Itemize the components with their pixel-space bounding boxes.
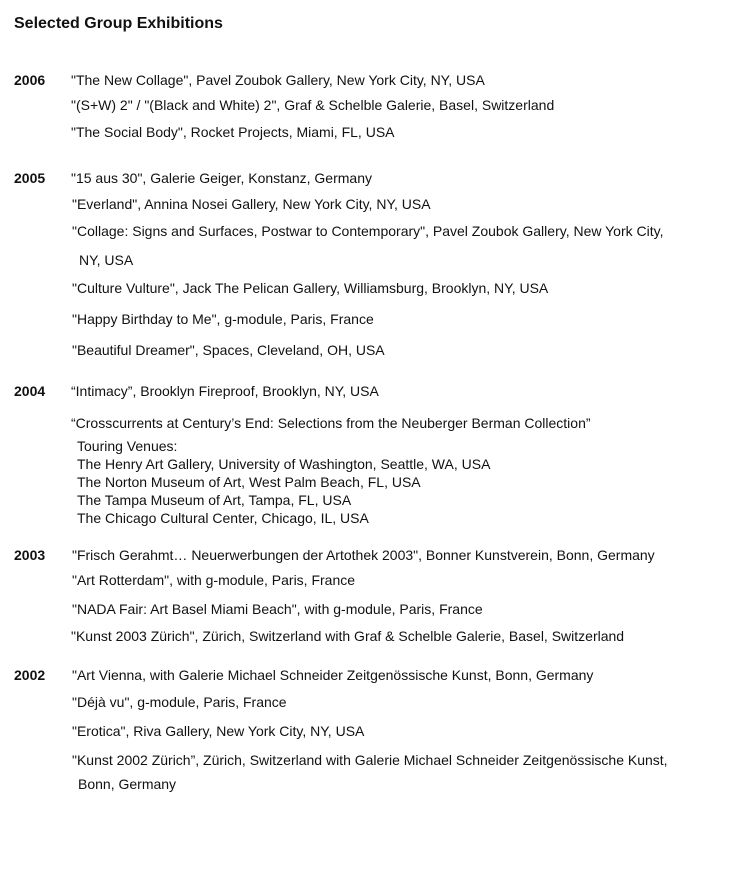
exhibition-entry: "Collage: Signs and Surfaces, Postwar to Contemporary", Pavel Zoubok Gallery, New York City, [72,223,664,239]
year-heading-2005: 2005 [14,170,46,186]
exhibition-entry: "Kunst 2002 Zürich”, Zürich, Switzerland with Galerie Michael Schneider Zeitgenössische Kunst, [72,752,668,768]
exhibition-entry: "NADA Fair: Art Basel Miami Beach", with g-module, Paris, France [72,601,483,617]
exhibition-entry: "Kunst 2003 Zürich", Zürich, Switzerland with Graf & Schelble Galerie, Basel, Switzerland [71,628,625,644]
touring-venue: The Henry Art Gallery, University of Washington, Seattle, WA, USA [77,456,491,472]
exhibition-entry: "(S+W) 2" / "(Black and White) 2", Graf & Schelble Galerie, Basel, Switzerland [71,97,555,113]
year-heading-2006: 2006 [14,72,46,88]
page-title: Selected Group Exhibitions [14,15,223,32]
exhibition-entry: "Erotica", Riva Gallery, New York City, NY, USA [72,723,365,739]
exhibition-entry: "Happy Birthday to Me", g-module, Paris, France [72,311,374,327]
exhibition-entry: “Intimacy”, Brooklyn Fireproof, Brooklyn, NY, USA [71,383,379,399]
year-heading-2003: 2003 [14,547,46,563]
exhibition-entry: "Art Vienna, with Galerie Michael Schneider Zeitgenössische Kunst, Bonn, Germany [72,667,594,683]
exhibition-entry-continued: NY, USA [79,252,134,268]
touring-venue: The Tampa Museum of Art, Tampa, FL, USA [77,492,352,508]
touring-venues-label: Touring Venues: [77,438,178,454]
exhibition-entry: "The Social Body", Rocket Projects, Miami, FL, USA [71,124,395,140]
exhibition-entry: "Everland", Annina Nosei Gallery, New York City, NY, USA [72,196,431,212]
exhibition-entry: “Crosscurrents at Century’s End: Selections from the Neuberger Berman Collection” [71,415,591,431]
touring-venue: The Chicago Cultural Center, Chicago, IL, USA [77,510,369,526]
exhibition-entry: "Beautiful Dreamer", Spaces, Cleveland, OH, USA [72,342,385,358]
exhibition-entry: "Frisch Gerahmt… Neuerwerbungen der Artothek 2003", Bonner Kunstverein, Bonn, Germany [72,547,655,563]
exhibition-entry: "Déjà vu", g-module, Paris, France [72,694,287,710]
exhibition-entry: "15 aus 30", Galerie Geiger, Konstanz, Germany [71,170,372,186]
exhibition-entry: "The New Collage", Pavel Zoubok Gallery, New York City, NY, USA [71,72,485,88]
year-heading-2004: 2004 [14,383,46,399]
exhibition-entry: "Culture Vulture", Jack The Pelican Gallery, Williamsburg, Brooklyn, NY, USA [72,280,549,296]
year-heading-2002: 2002 [14,667,46,683]
touring-venue: The Norton Museum of Art, West Palm Beach, FL, USA [77,474,421,490]
exhibition-entry: "Art Rotterdam", with g-module, Paris, France [72,572,356,588]
exhibition-entry-continued: Bonn, Germany [78,776,177,792]
